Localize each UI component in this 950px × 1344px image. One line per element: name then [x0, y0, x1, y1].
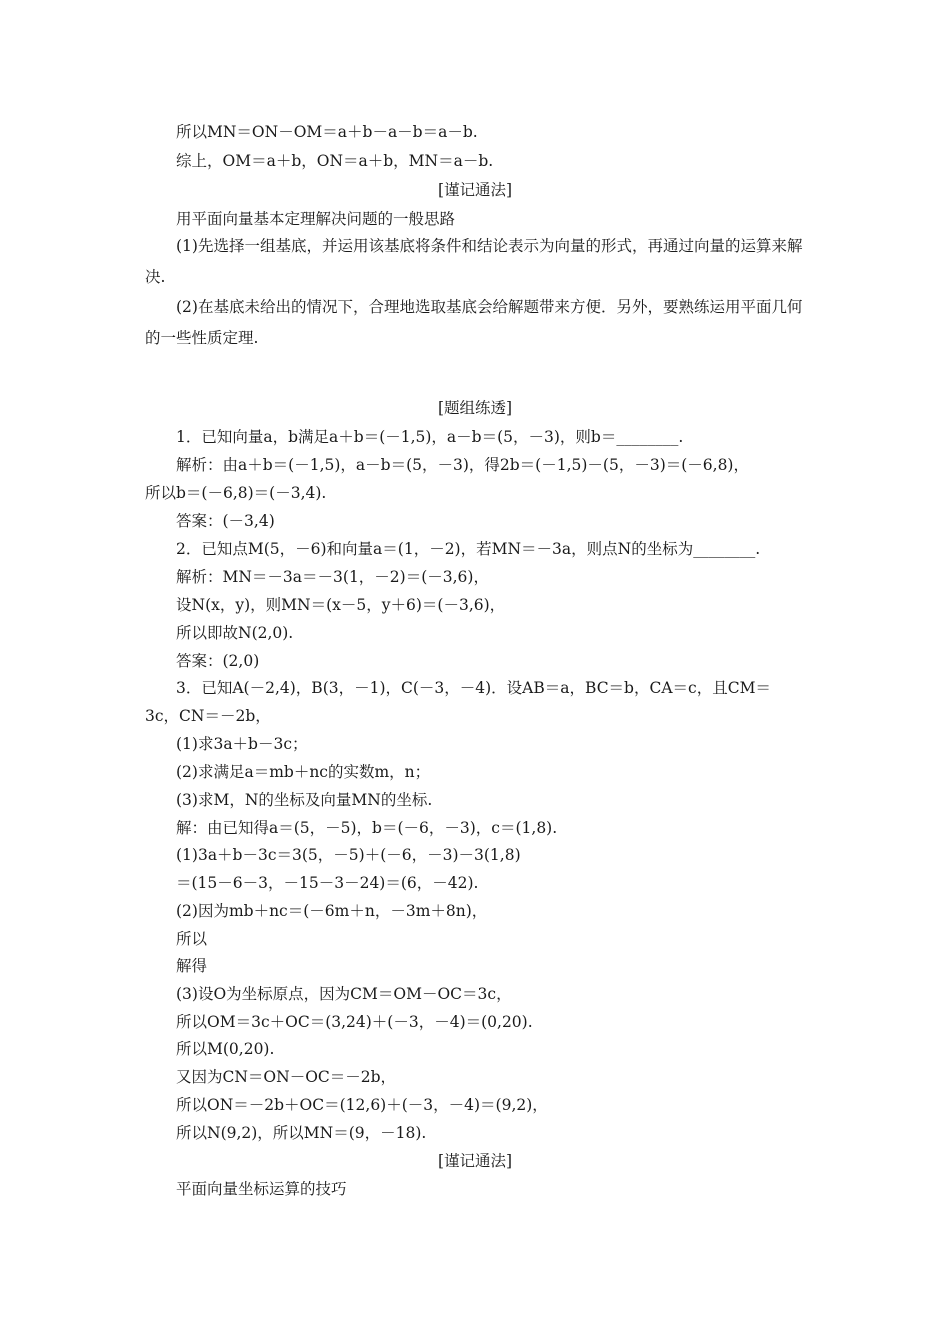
- section-heading: [谨记通法]: [437, 181, 513, 199]
- section-heading: [题组练透]: [437, 399, 513, 417]
- text-line: (3)求M，N的坐标及向量MN的坐标.: [176, 791, 433, 809]
- text-line: 所以: [176, 930, 208, 948]
- text-line: 又因为CN＝ON－OC＝－2b，: [176, 1068, 397, 1086]
- text-line: 所以MN＝ON－OM＝a＋b－a－b＝a－b.: [176, 123, 478, 141]
- text-line: (3)设O为坐标原点，因为CM＝OM－OC＝3c，: [176, 985, 512, 1003]
- text-line: 所以b＝(－6,8)＝(－3,4).: [145, 484, 327, 502]
- question: 3．已知A(－2,4)，B(3，－1)，C(－3，－4)．设AB＝a，BC＝b，CA＝c，且CM＝: [176, 679, 771, 697]
- answer: 答案：(－3,4): [176, 512, 275, 530]
- question: 1．已知向量a，b满足a＋b＝(－1,5)，a－b＝(5，－3)，则b＝________.: [176, 428, 684, 446]
- paragraph: (1)先选择一组基底，并运用该基底将条件和结论表示为向量的形式，再通过向量的运算来解决.: [145, 237, 803, 286]
- text-line: 所以即故N(2,0).: [176, 624, 294, 642]
- text-line: (1)求3a＋b－3c；: [176, 735, 308, 753]
- text-line: 用平面向量基本定理解决问题的一般思路: [176, 210, 456, 228]
- section-heading: [谨记通法]: [437, 1152, 513, 1170]
- text-line: 平面向量坐标运算的技巧: [176, 1180, 347, 1198]
- text-line: 解析：MN＝－3a＝－3(1，－2)＝(－3,6)，: [176, 568, 489, 586]
- text-line: 所以N(9,2)，所以MN＝(9，－18).: [176, 1124, 427, 1142]
- answer: 答案：(2,0): [176, 652, 260, 670]
- text-line: 综上，OM＝a＋b，ON＝a＋b，MN＝a－b.: [176, 152, 494, 170]
- text-line: 解：由已知得a＝(5，－5)，b＝(－6，－3)，c＝(1,8).: [176, 819, 558, 837]
- text-line: (2)求满足a＝mb＋nc的实数m，n；: [176, 763, 431, 781]
- text-line: 所以OM＝3c＋OC＝(3,24)＋(－3，－4)＝(0,20).: [176, 1013, 533, 1031]
- text-line: 所以M(0,20).: [176, 1040, 275, 1058]
- paragraph: (2)在基底未给出的情况下，合理地选取基底会给解题带来方便．另外，要熟练运用平面几何的一些性质定理.: [145, 298, 803, 347]
- question: 2．已知点M(5，－6)和向量a＝(1，－2)，若MN＝－3a，则点N的坐标为________.: [176, 540, 761, 558]
- text-line: 解析：由a＋b＝(－1,5)，a－b＝(5，－3)，得2b＝(－1,5)－(5，－3)＝(－6,8)，: [176, 456, 749, 474]
- text-line: 所以ON＝－2b＋OC＝(12,6)＋(－3，－4)＝(9,2)，: [176, 1096, 548, 1114]
- text-line: ＝(15－6－3，－15－3－24)＝(6，－42).: [176, 874, 479, 892]
- text-line: 设N(x，y)，则MN＝(x－5，y＋6)＝(－3,6)，: [176, 596, 506, 614]
- question: 3c，CN＝－2b，: [145, 707, 271, 725]
- text-line: 解得: [176, 957, 208, 975]
- text-line: (2)因为mb＋nc＝(－6m＋n，－3m＋8n)，: [176, 902, 488, 920]
- text-line: (1)3a＋b－3c＝3(5，－5)＋(－6，－3)－3(1,8): [176, 846, 521, 864]
